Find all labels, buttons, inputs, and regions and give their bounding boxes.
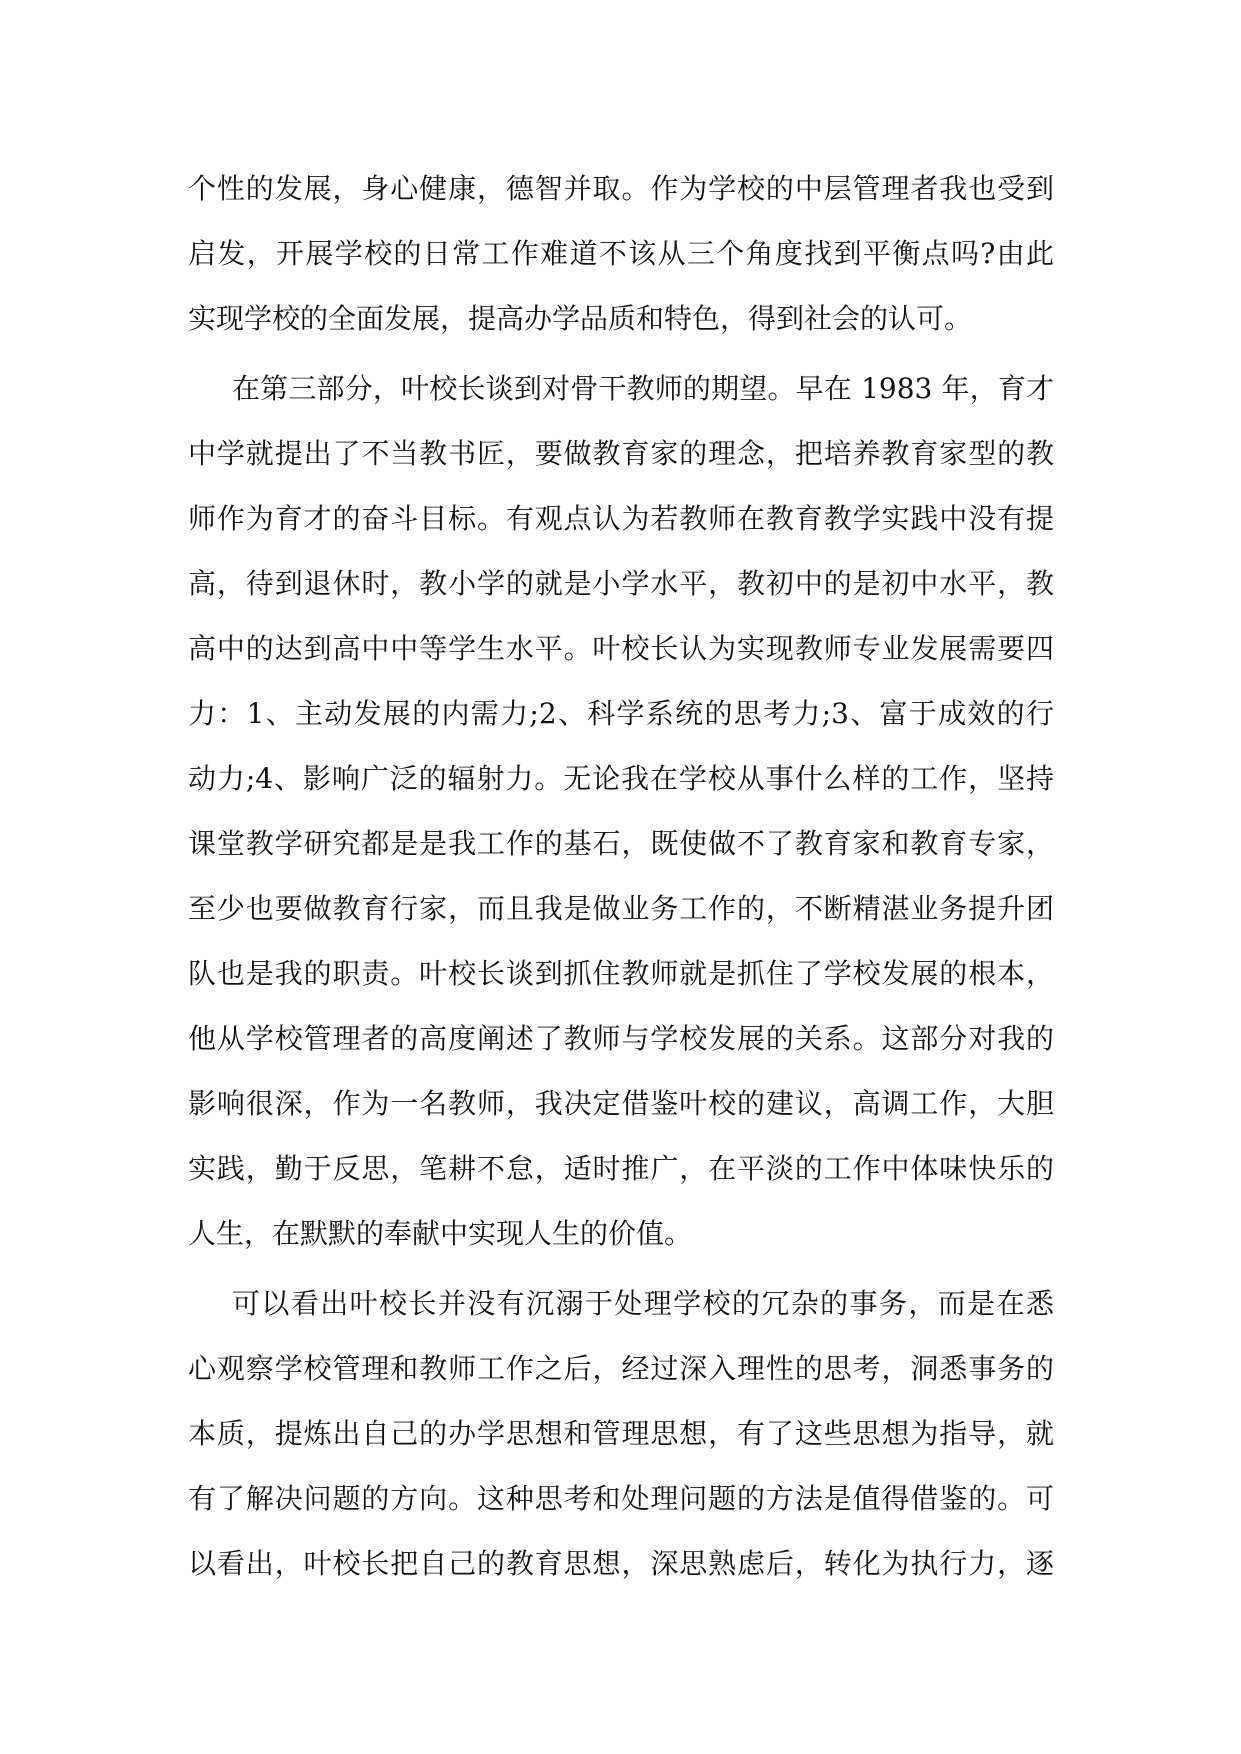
- text-line: 人生，在默默的奉献中实现人生的价值。: [188, 1217, 693, 1250]
- document-body: [188, 156, 1054, 1596]
- paragraph-3: [188, 1271, 1054, 1596]
- text-line: 实现学校的全面发展，提高办学品质和特色，得到社会的认可。: [188, 302, 973, 335]
- text-line: 在第三部分，叶校长谈到对骨干教师的期望。早在 1983 年，育才: [232, 372, 1054, 405]
- text-line: 师作为育才的奋斗目标。有观点认为若教师在教育教学实践中没有提: [188, 502, 1054, 535]
- text-line: 高，待到退休时，教小学的就是小学水平，教初中的是初中水平，教: [188, 567, 1054, 600]
- text-line: 高中的达到高中中等学生水平。叶校长认为实现教师专业发展需要四: [188, 632, 1054, 665]
- text-line: 以看出，叶校长把自己的教育思想，深思熟虑后，转化为执行力，逐: [188, 1547, 1054, 1580]
- text-line: 力：1、主动发展的内需力;2、科学系统的思考力;3、富于成效的行: [188, 697, 1054, 730]
- text-line: 个性的发展，身心健康，德智并取。作为学校的中层管理者我也受到: [188, 172, 1054, 205]
- text-line: 本质，提炼出自己的办学思想和管理思想，有了这些思想为指导，就: [188, 1417, 1054, 1450]
- text-line: 启发，开展学校的日常工作难道不该从三个角度找到平衡点吗?由此: [188, 237, 1054, 270]
- text-line: 中学就提出了不当教书匠，要做教育家的理念，把培养教育家型的教: [188, 437, 1054, 470]
- text-line: 他从学校管理者的高度阐述了教师与学校发展的关系。这部分对我的: [188, 1022, 1054, 1055]
- paragraph-2: [188, 356, 1054, 1266]
- text-line: 影响很深，作为一名教师，我决定借鉴叶校的建议，高调工作，大胆: [188, 1087, 1054, 1120]
- text-line: 有了解决问题的方向。这种思考和处理问题的方法是值得借鉴的。可: [188, 1482, 1054, 1515]
- text-line: 至少也要做教育行家，而且我是做业务工作的，不断精湛业务提升团: [188, 892, 1054, 925]
- text-line: 实践，勤于反思，笔耕不怠，适时推广，在平淡的工作中体味快乐的: [188, 1152, 1054, 1185]
- text-line: 队也是我的职责。叶校长谈到抓住教师就是抓住了学校发展的根本，: [188, 957, 1054, 990]
- paragraph-1: [188, 156, 1054, 351]
- text-line: 课堂教学研究都是是我工作的基石，既使做不了教育家和教育专家，: [188, 827, 1054, 860]
- text-line: 心观察学校管理和教师工作之后，经过深入理性的思考，洞悉事务的: [188, 1352, 1054, 1385]
- text-line: 动力;4、影响广泛的辐射力。无论我在学校从事什么样的工作，坚持: [188, 762, 1054, 795]
- text-line: 可以看出叶校长并没有沉溺于处理学校的冗杂的事务，而是在悉: [232, 1287, 1054, 1320]
